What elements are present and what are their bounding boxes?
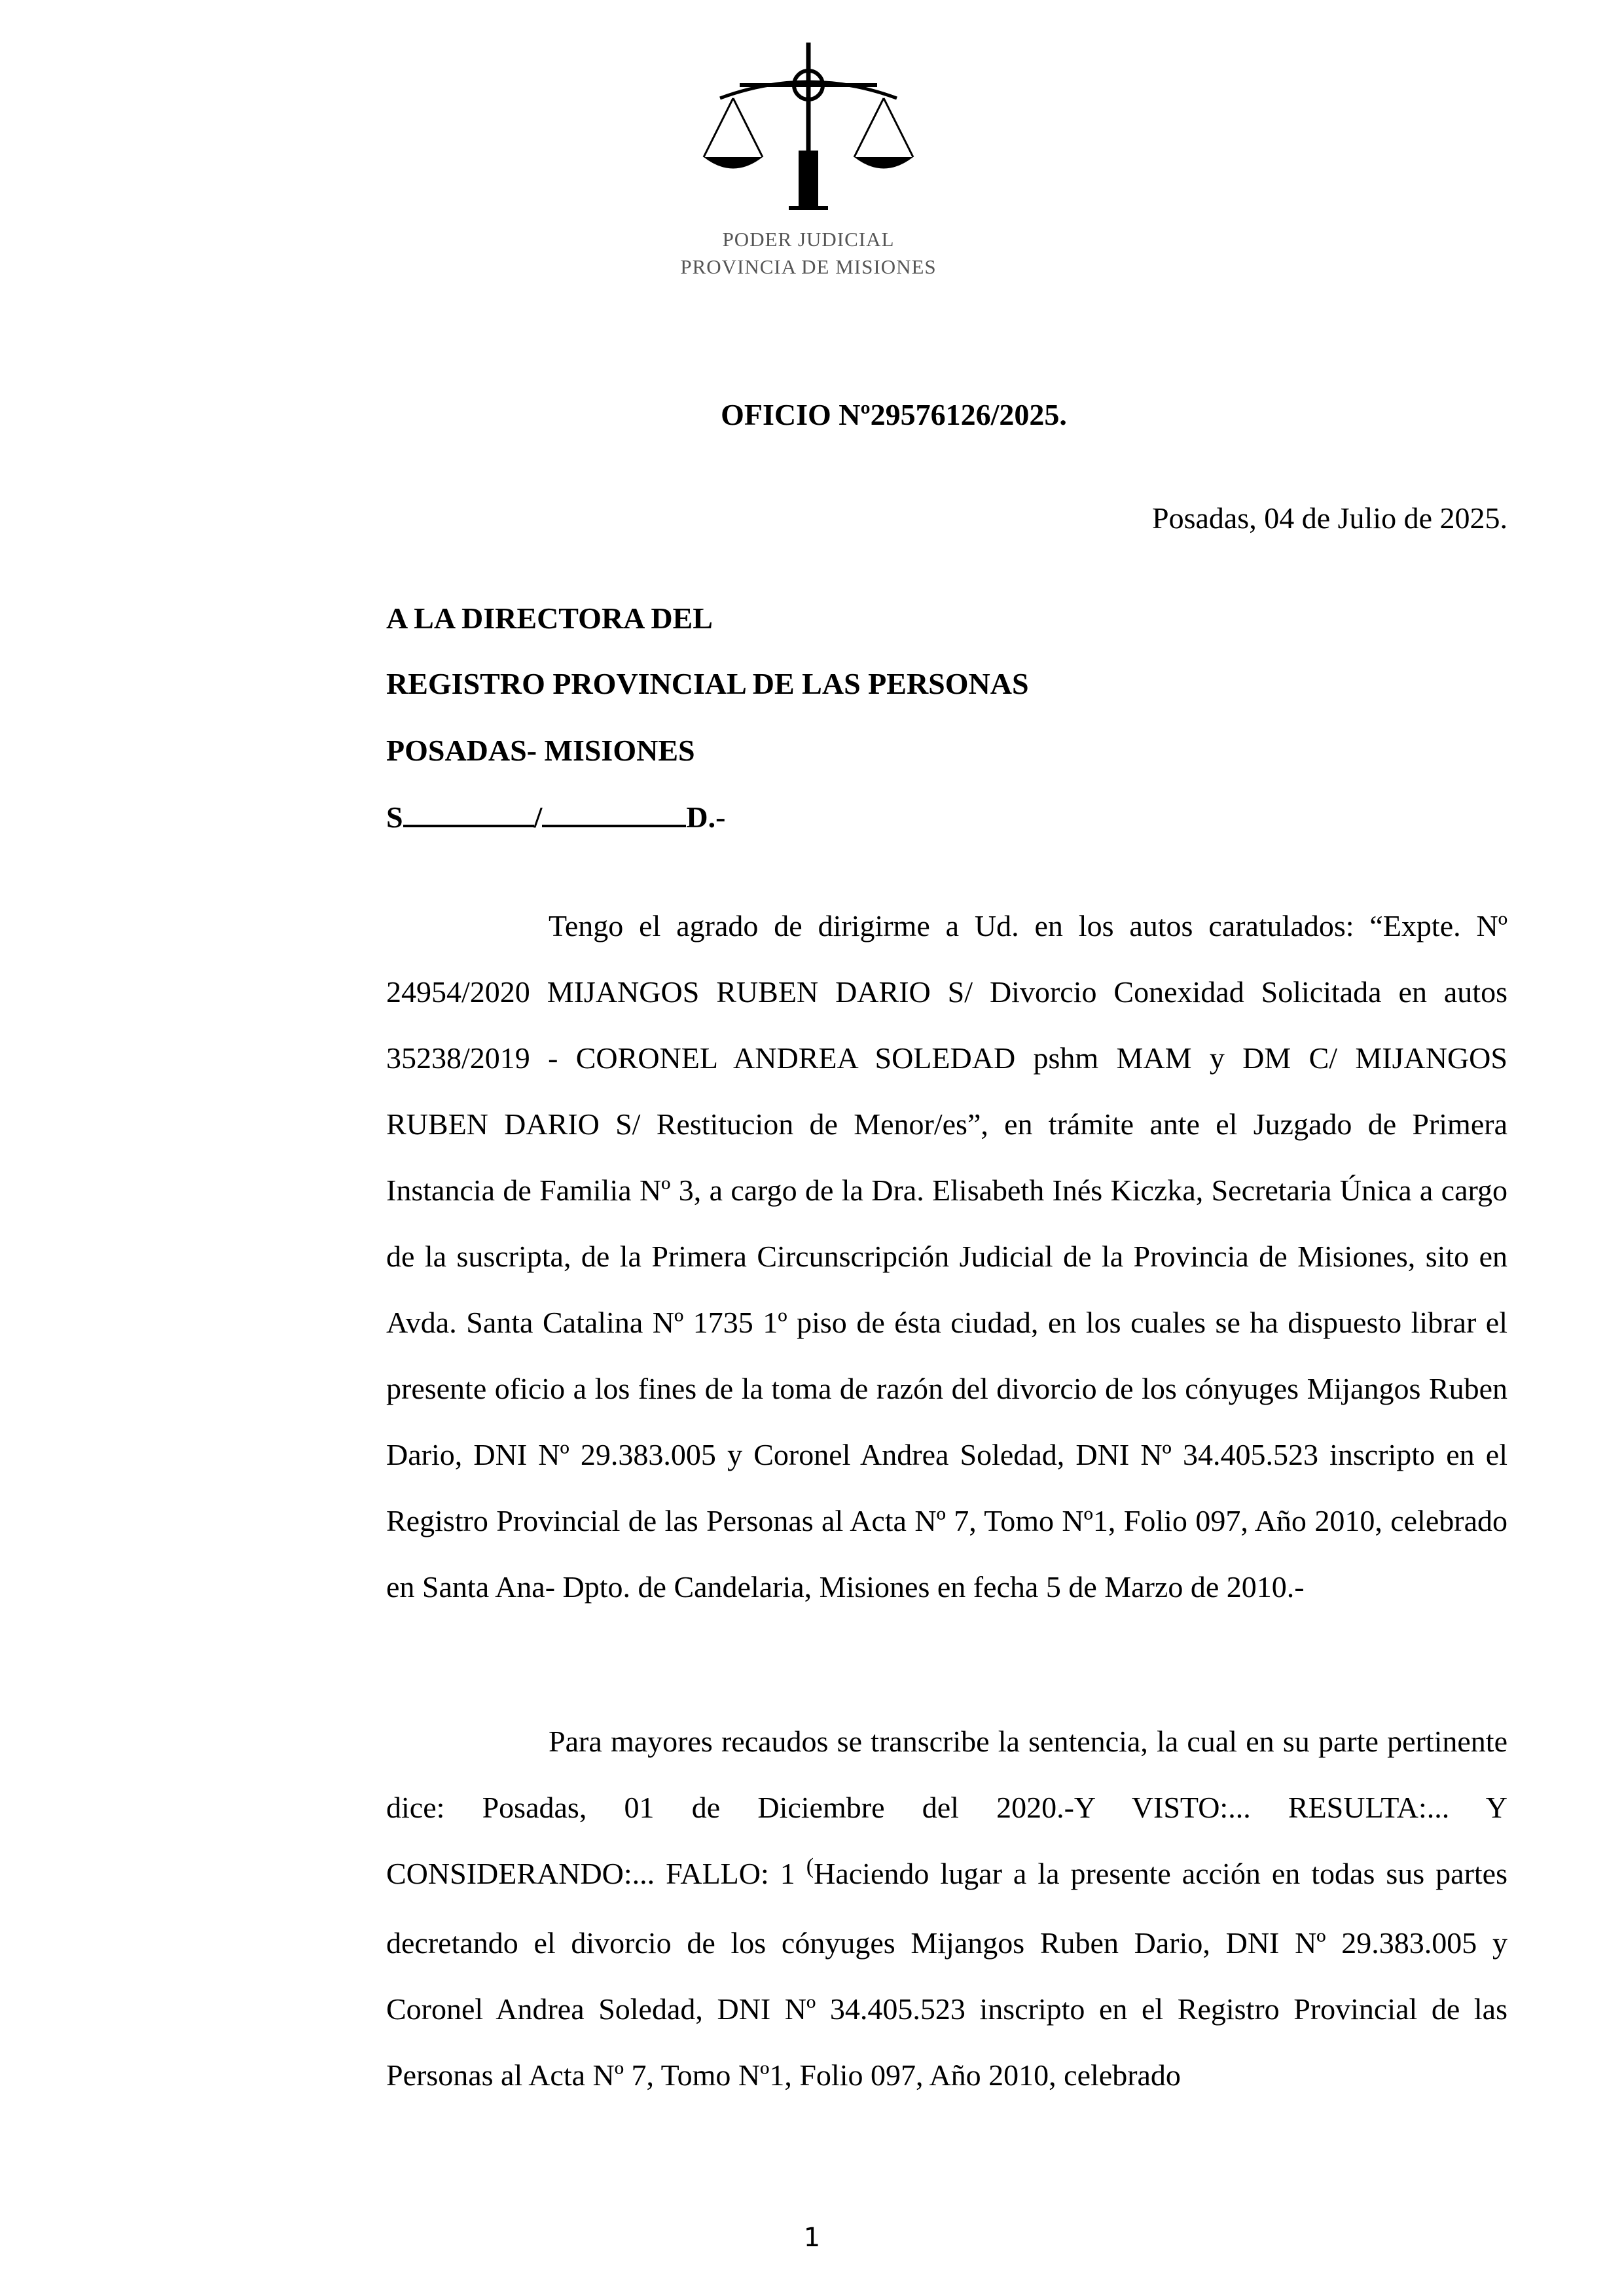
sd-salutation	[386, 800, 725, 834]
addressee-line-2: REGISTRO PROVINCIAL DE LAS PERSONAS	[386, 667, 1029, 700]
sd-slash: /	[533, 800, 543, 834]
paragraph-1-text: Tengo el agrado de dirigirme a Ud. en los autos caratulados: “Expte. Nº 24954/2020 MIJANGOS RUBEN DARIO S/ Divorcio Conexidad Solicitada en autos 35238/2019 - CORONEL ANDREA SOLEDAD pshm MAM y DM C/ MIJANGOS RUBEN DARIO S/ Restitucion de Menor/es”, en trámite ante el Juzgado de Primera Instancia de Familia Nº 3, a cargo de la Dra. Elisabeth Inés Kiczka, Secretaria Única a cargo de la suscripta, de la Primera Circunscripción Judicial de la Provincia de Misiones, sito en Avda. Santa Catalina Nº 1735 1º piso de ésta ciudad, en los cuales se ha dispuesto librar el presente oficio a los fines de la toma de razón del divorcio de los cónyuges Mijangos Ruben Dario, DNI Nº 29.383.005 y Coronel Andrea Soledad, DNI Nº 34.405.523 inscripto en el Registro Provincial de las Personas al Acta Nº 7, Tomo Nº1, Folio 097, Año 2010, celebrado en Santa Ana- Dpto. de Candelaria, Misiones en fecha 5 de Marzo de 2010.-	[386, 909, 1507, 1604]
date-line: Posadas, 04 de Julio de 2025.	[1151, 501, 1507, 535]
page-number: 1	[803, 2223, 821, 2253]
logo-text-provincia: PROVINCIA DE MISIONES	[680, 255, 937, 278]
body-paragraph-2	[386, 1708, 1507, 2108]
oficio-title: OFICIO Nº29576126/2025.	[721, 398, 1067, 431]
logo-text-poder-judicial: PODER JUDICIAL	[722, 228, 895, 251]
addressee-line-3: POSADAS- MISIONES	[386, 734, 695, 767]
paragraph-2-text-before: Para mayores recaudos se transcribe la sentencia, la cual en su parte pertinente dice: Posadas, 01 de Diciembre del 2020.-Y VISTO:... RESULTA:... Y CONSIDERANDO:... FALLO: 1	[386, 1725, 1507, 1890]
sd-d: D.-	[686, 800, 726, 834]
underline-blank	[403, 801, 534, 827]
body-paragraph-1	[386, 893, 1507, 1620]
paragraph-2-text-after: Haciendo lugar a la presente acción en todas sus partes decretando el divorcio de los cónyuges Mijangos Ruben Dario, DNI Nº 29.383.005 y Coronel Andrea Soledad, DNI Nº 34.405.523 inscripto en el Registro Provincial de las Personas al Acta Nº 7, Tomo Nº1, Folio 097, Año 2010, celebrado	[386, 1857, 1507, 2092]
scales-of-justice-icon	[700, 39, 916, 216]
sd-s: S	[386, 800, 403, 834]
addressee-line-1: A LA DIRECTORA DEL	[386, 601, 713, 635]
poder-judicial-logo	[668, 39, 949, 288]
underline-blank	[542, 801, 686, 827]
paragraph-2-superscript: (	[806, 1854, 814, 1878]
